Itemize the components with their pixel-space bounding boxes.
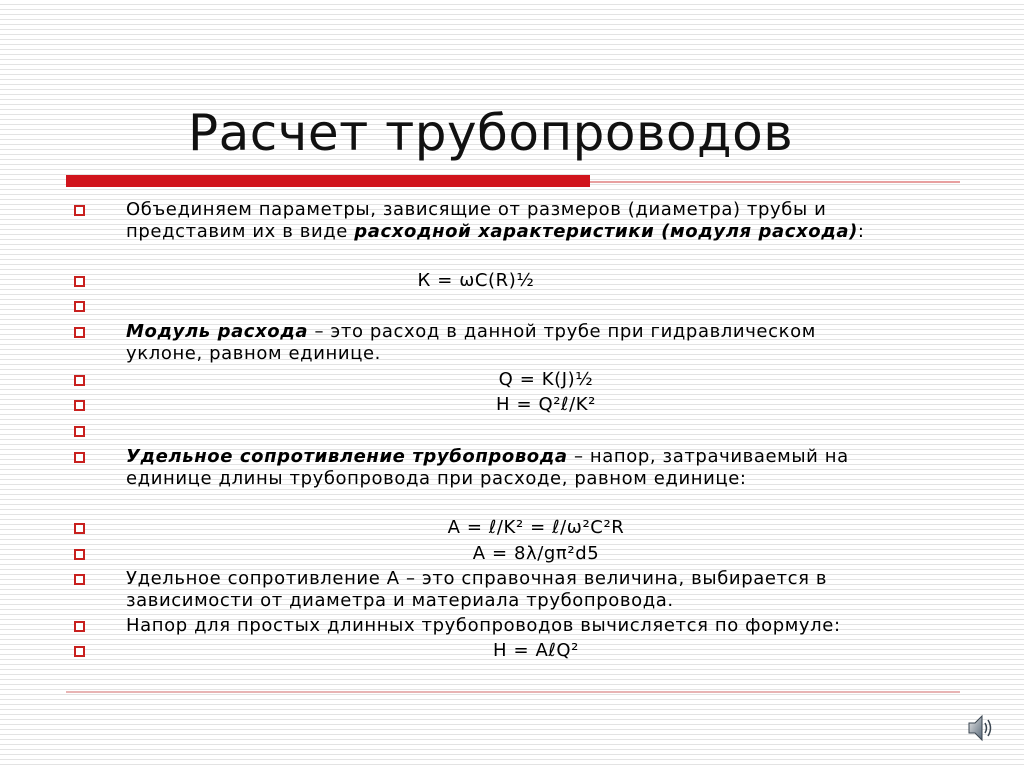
bold-italic-term: Удельное сопротивление трубопровода xyxy=(126,446,568,467)
formula: К = ωС(R)½ xyxy=(417,270,535,291)
bullet-square-icon xyxy=(74,452,85,463)
text-run: : xyxy=(857,221,865,242)
formula: H = Q²ℓ/K² xyxy=(496,394,596,415)
bullet-square-icon xyxy=(74,426,85,437)
bullet-square-icon xyxy=(74,400,85,411)
formula: H = AℓQ² xyxy=(493,640,579,661)
bold-italic-term: Модуль расхода xyxy=(126,321,309,342)
item-line xyxy=(126,321,926,343)
bullet-square-icon xyxy=(74,327,85,338)
formula: Q = K(J)½ xyxy=(498,369,594,390)
item-line: единице длины трубопровода при расходе, равном единице: xyxy=(126,468,747,489)
bullet-square-icon xyxy=(74,621,85,632)
item-line: уклоне, равном единице. xyxy=(126,343,382,364)
text-run: – напор, затрачиваемый на xyxy=(567,446,849,467)
bullet-square-icon xyxy=(74,574,85,585)
item-line: Удельное сопротивление А – это справочная величина, выбирается в xyxy=(126,568,828,589)
item-line: зависимости от диаметра и материала трубопровода. xyxy=(126,590,674,611)
bullet-square-icon xyxy=(74,549,85,560)
text-run: – это расход в данной трубе при гидравлическом xyxy=(308,321,816,342)
item-line xyxy=(126,221,926,243)
bold-italic-term: расходной характеристики (модуля расхода) xyxy=(354,221,858,242)
slide-title: Расчет трубопроводов xyxy=(188,104,794,162)
speaker-icon[interactable] xyxy=(966,712,994,744)
formula: A = ℓ/K² = ℓ/ω²C²R xyxy=(447,517,625,538)
bullet-square-icon xyxy=(74,276,85,287)
bullet-square-icon xyxy=(74,523,85,534)
item-line: Объединяем параметры, зависящие от размеров (диаметра) трубы и xyxy=(126,199,827,220)
bullet-square-icon xyxy=(74,205,85,216)
bullet-square-icon xyxy=(74,301,85,312)
item-line xyxy=(126,446,926,468)
text-run: представим их в виде xyxy=(126,221,355,242)
item-line: Напор для простых длинных трубопроводов вычисляется по формуле: xyxy=(126,615,841,636)
bullet-square-icon xyxy=(74,375,85,386)
formula: A = 8λ/gπ²d5 xyxy=(472,543,600,564)
bullet-square-icon xyxy=(74,646,85,657)
bottom-rule xyxy=(66,691,960,693)
